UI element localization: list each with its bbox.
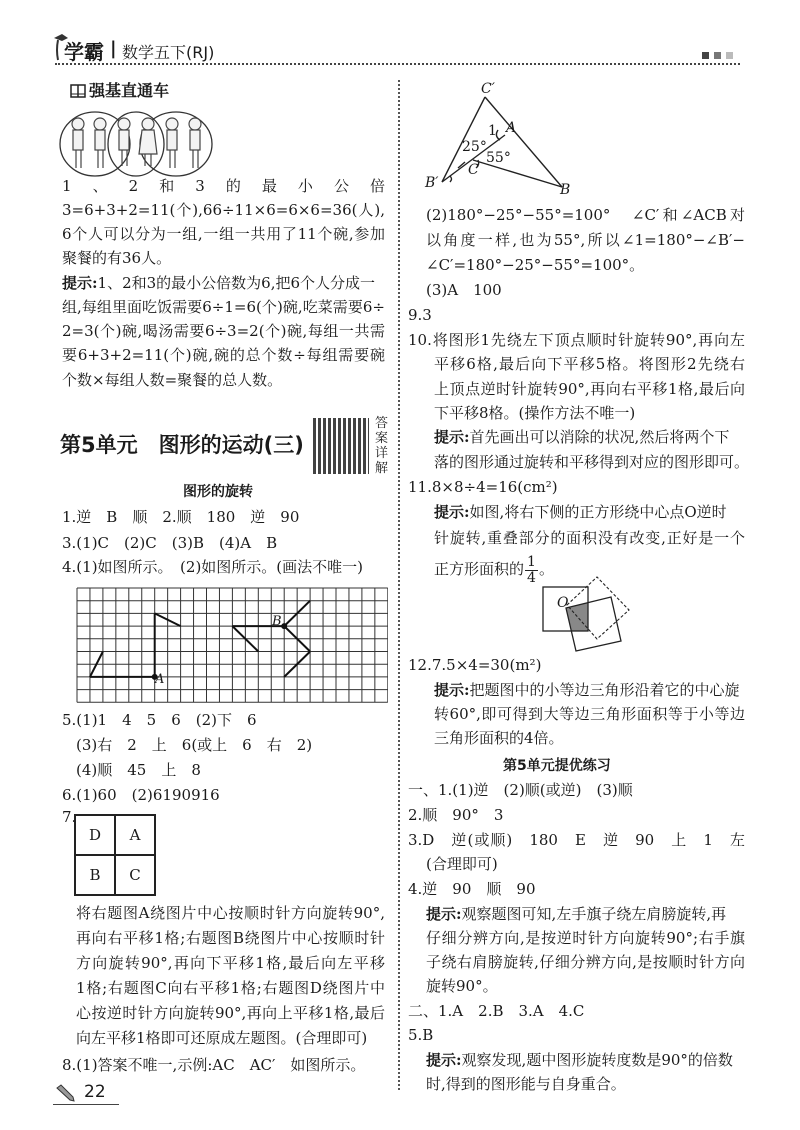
- answer-line: 9.3: [408, 306, 432, 324]
- answer-line: 3.D 逆(或顺) 180 E 逆 90 上 1 左: [408, 831, 745, 849]
- fraction: [525, 555, 538, 586]
- label-a: A: [506, 120, 517, 136]
- answer-line: 12.7.5×4=30(m²): [408, 656, 542, 674]
- hint-text: 观察题图可知,左手旗子绕左肩膀旋转,再: [461, 905, 727, 923]
- answer-line: 2.顺 90° 3: [408, 806, 504, 824]
- q7-cell: B: [75, 855, 115, 895]
- text-line: 落的图形通过旋转和平移得到对应的图形即可。: [434, 453, 750, 471]
- hint-text: 观察发现,题中图形旋转度数是90°的倍数: [461, 1051, 733, 1069]
- grid-label-a: A: [155, 672, 165, 687]
- text-line: (2)180°−25°−55°=100° ∠C′和∠ACB对: [426, 206, 745, 224]
- text-line: 向左平移1格即可还原成左题图。(合理即可): [76, 1029, 368, 1047]
- text-line: 心按逆时针方向旋转90°,再向上平移1格,最后: [76, 1004, 385, 1022]
- tab-square: [726, 52, 733, 59]
- text-line: 个数×每组人数=聚餐的总人数。: [62, 371, 283, 389]
- text-line: 上顶点逆时针旋转90°,再向右平移1格,最后向: [434, 380, 745, 398]
- answer-line: 7.: [62, 808, 77, 826]
- fraction-numerator: 1: [527, 553, 536, 570]
- text-line: 6个人可以分为一组,一组一共用了11个碗,参加: [62, 225, 385, 243]
- text-line: 3=6+3+2=11(个),66÷11×6=6×6=36(人),: [62, 201, 385, 219]
- answer-line: 1.逆 B 顺 2.顺 180 逆 90: [62, 508, 300, 526]
- hint-label: 提示:: [426, 1051, 462, 1069]
- hint-label: 提示:: [426, 905, 462, 923]
- answer-line: (合理即可): [426, 855, 498, 873]
- text-line: 以角度一样,也为55°,所以∠1=180°−∠B′−: [426, 231, 745, 249]
- point-b: [281, 623, 287, 629]
- answer-line: (3)右 2 上 6(或上 6 右 2): [76, 736, 313, 754]
- text: 正方形面积的: [434, 560, 525, 578]
- fraction-denominator: 4: [527, 569, 536, 586]
- label-b-prime: B′: [425, 175, 439, 191]
- hint-label: 提示:: [434, 503, 470, 521]
- tab-square: [714, 52, 721, 59]
- tab-square: [702, 52, 709, 59]
- book-icon: [70, 83, 86, 99]
- brand-logo: 学霸: [64, 40, 104, 64]
- answer-line: 4.(1)如图所示。 (2)如图所示。(画法不唯一): [62, 558, 364, 576]
- q7-grid: [74, 814, 156, 896]
- label-25: 25°: [462, 139, 487, 155]
- hint-line: [426, 904, 745, 924]
- hint-line: [434, 427, 745, 447]
- answer-line: 5.(1)1 4 5 6 (2)下 6: [62, 711, 257, 729]
- hint-text: 首先画出可以消除的状况,然后将两个下: [469, 428, 730, 446]
- rotated-squares-figure: [540, 572, 635, 656]
- text: 。: [538, 560, 554, 578]
- section-label: 强基直通车: [89, 81, 170, 100]
- text-line: 转60°,即可得到大等边三角形面积等于小等边: [434, 705, 745, 723]
- text-line: 再向右平移1格;右题图B绕图片中心按顺时针: [76, 929, 385, 947]
- text-line: 聚餐的有36人。: [62, 249, 172, 267]
- text-line: 1格;右题图C向右平移1格;右题图D绕图片中: [76, 979, 385, 997]
- practice-title: 第5单元提优练习: [503, 758, 611, 774]
- label-angle-1: 1: [488, 123, 497, 139]
- q7-cell: A: [115, 815, 155, 855]
- label-55: 55°: [486, 150, 511, 166]
- q7-cell: D: [75, 815, 115, 855]
- answer-line: (4)顺 45 上 8: [76, 761, 201, 779]
- text-line: 要6+3+2=11(个)碗,碗的总个数÷每组需要碗: [62, 346, 385, 364]
- answer-line: 11.8×8÷4=16(cm²): [408, 478, 558, 496]
- text-line: 方向旋转90°,再向下平移1格,最后向左平移: [76, 954, 385, 972]
- grid-label-b: B: [272, 614, 282, 629]
- text-line: 2=3(个)碗,喝汤需要6÷3=2(个)碗,每组一共需: [62, 322, 385, 340]
- page-underline: [53, 1104, 119, 1105]
- answer-line: 4.逆 90 顺 90: [408, 880, 536, 898]
- hint-label: 提示:: [62, 274, 98, 292]
- answer-line: 8.(1)答案不唯一,示例:AC AC′ 如图所示。: [62, 1056, 366, 1074]
- label-c-prime: C′: [481, 81, 495, 97]
- answer-line: 二、1.A 2.B 3.A 4.C: [408, 1002, 585, 1020]
- unit-title: 第5单元 图形的运动(三): [60, 433, 304, 457]
- text-line: 仔细分辨方向,是按逆时针方向旋转90°;右手旗: [426, 929, 745, 947]
- hint-label: 提示:: [434, 428, 470, 446]
- subsection-title: 图形的旋转: [183, 484, 253, 500]
- answer-line: 一、1.(1)逆 (2)顺(或逆) (3)顺: [408, 781, 633, 799]
- text-line: 三角形面积的4倍。: [434, 729, 564, 747]
- text-line: (3)A 100: [426, 281, 502, 299]
- book-title: 数学五下(RJ): [122, 43, 215, 62]
- page-number: 22: [84, 1082, 106, 1102]
- text-line: 组,每组里面吃饭需要6÷1=6(个)碗,吃菜需要6÷: [62, 298, 385, 316]
- hint-line: [62, 273, 385, 293]
- hint-line: [434, 680, 745, 700]
- children-illustration: [58, 110, 214, 178]
- text-line: 下平移8格。(操作方法不唯一): [434, 404, 636, 422]
- header-separator: |: [110, 38, 117, 59]
- label-o: O: [557, 595, 569, 611]
- text-line: 针旋转,重叠部分的面积没有改变,正好是一个: [434, 529, 745, 547]
- header-divider: [55, 63, 740, 65]
- label-b: B: [560, 182, 571, 198]
- hint-label: 提示:: [434, 681, 470, 699]
- column-divider: [398, 80, 400, 1090]
- answer-line: 6.(1)60 (2)6190916: [62, 786, 220, 804]
- text-line: 旋转90°。: [426, 977, 498, 995]
- text-line: 时,得到的图形能与自身重合。: [426, 1075, 626, 1093]
- hint-line: [434, 502, 745, 522]
- text-line: 10.将图形1先绕左下顶点顺时针旋转90°,再向左: [408, 331, 745, 349]
- text-line: 子绕右肩膀旋转,仔细分辨方向,是按顺时针方向: [426, 953, 745, 971]
- text-line: ∠C′=180°−25°−55°=100°。: [426, 256, 645, 274]
- answer-line: 3.(1)C (2)C (3)B (4)A B: [62, 534, 278, 552]
- text-line: 将右题图A绕图片中心按顺时针方向旋转90°,: [76, 904, 385, 922]
- answer-line: 5.B: [408, 1026, 434, 1044]
- rotation-grid-figure: [76, 587, 388, 703]
- qr-code[interactable]: [313, 418, 369, 474]
- text-line: 平移6格,最后向下平移5格。将图形2先绕右: [434, 355, 745, 373]
- hint-text: 1、2和3的最小公倍数为6,把6个人分成一: [97, 274, 376, 292]
- hint-text: 把题图中的小等边三角形沿着它的中心旋: [469, 681, 740, 699]
- qr-label: 答案详解: [375, 416, 389, 476]
- q7-cell: C: [115, 855, 155, 895]
- hint-line: [426, 1050, 745, 1070]
- hint-text: 如图,将右下侧的正方形绕中心点O逆时: [469, 503, 727, 521]
- text-line: 1、2和3的最小公倍: [62, 177, 385, 195]
- label-c: C: [468, 162, 479, 178]
- pencil-icon: [55, 1084, 75, 1102]
